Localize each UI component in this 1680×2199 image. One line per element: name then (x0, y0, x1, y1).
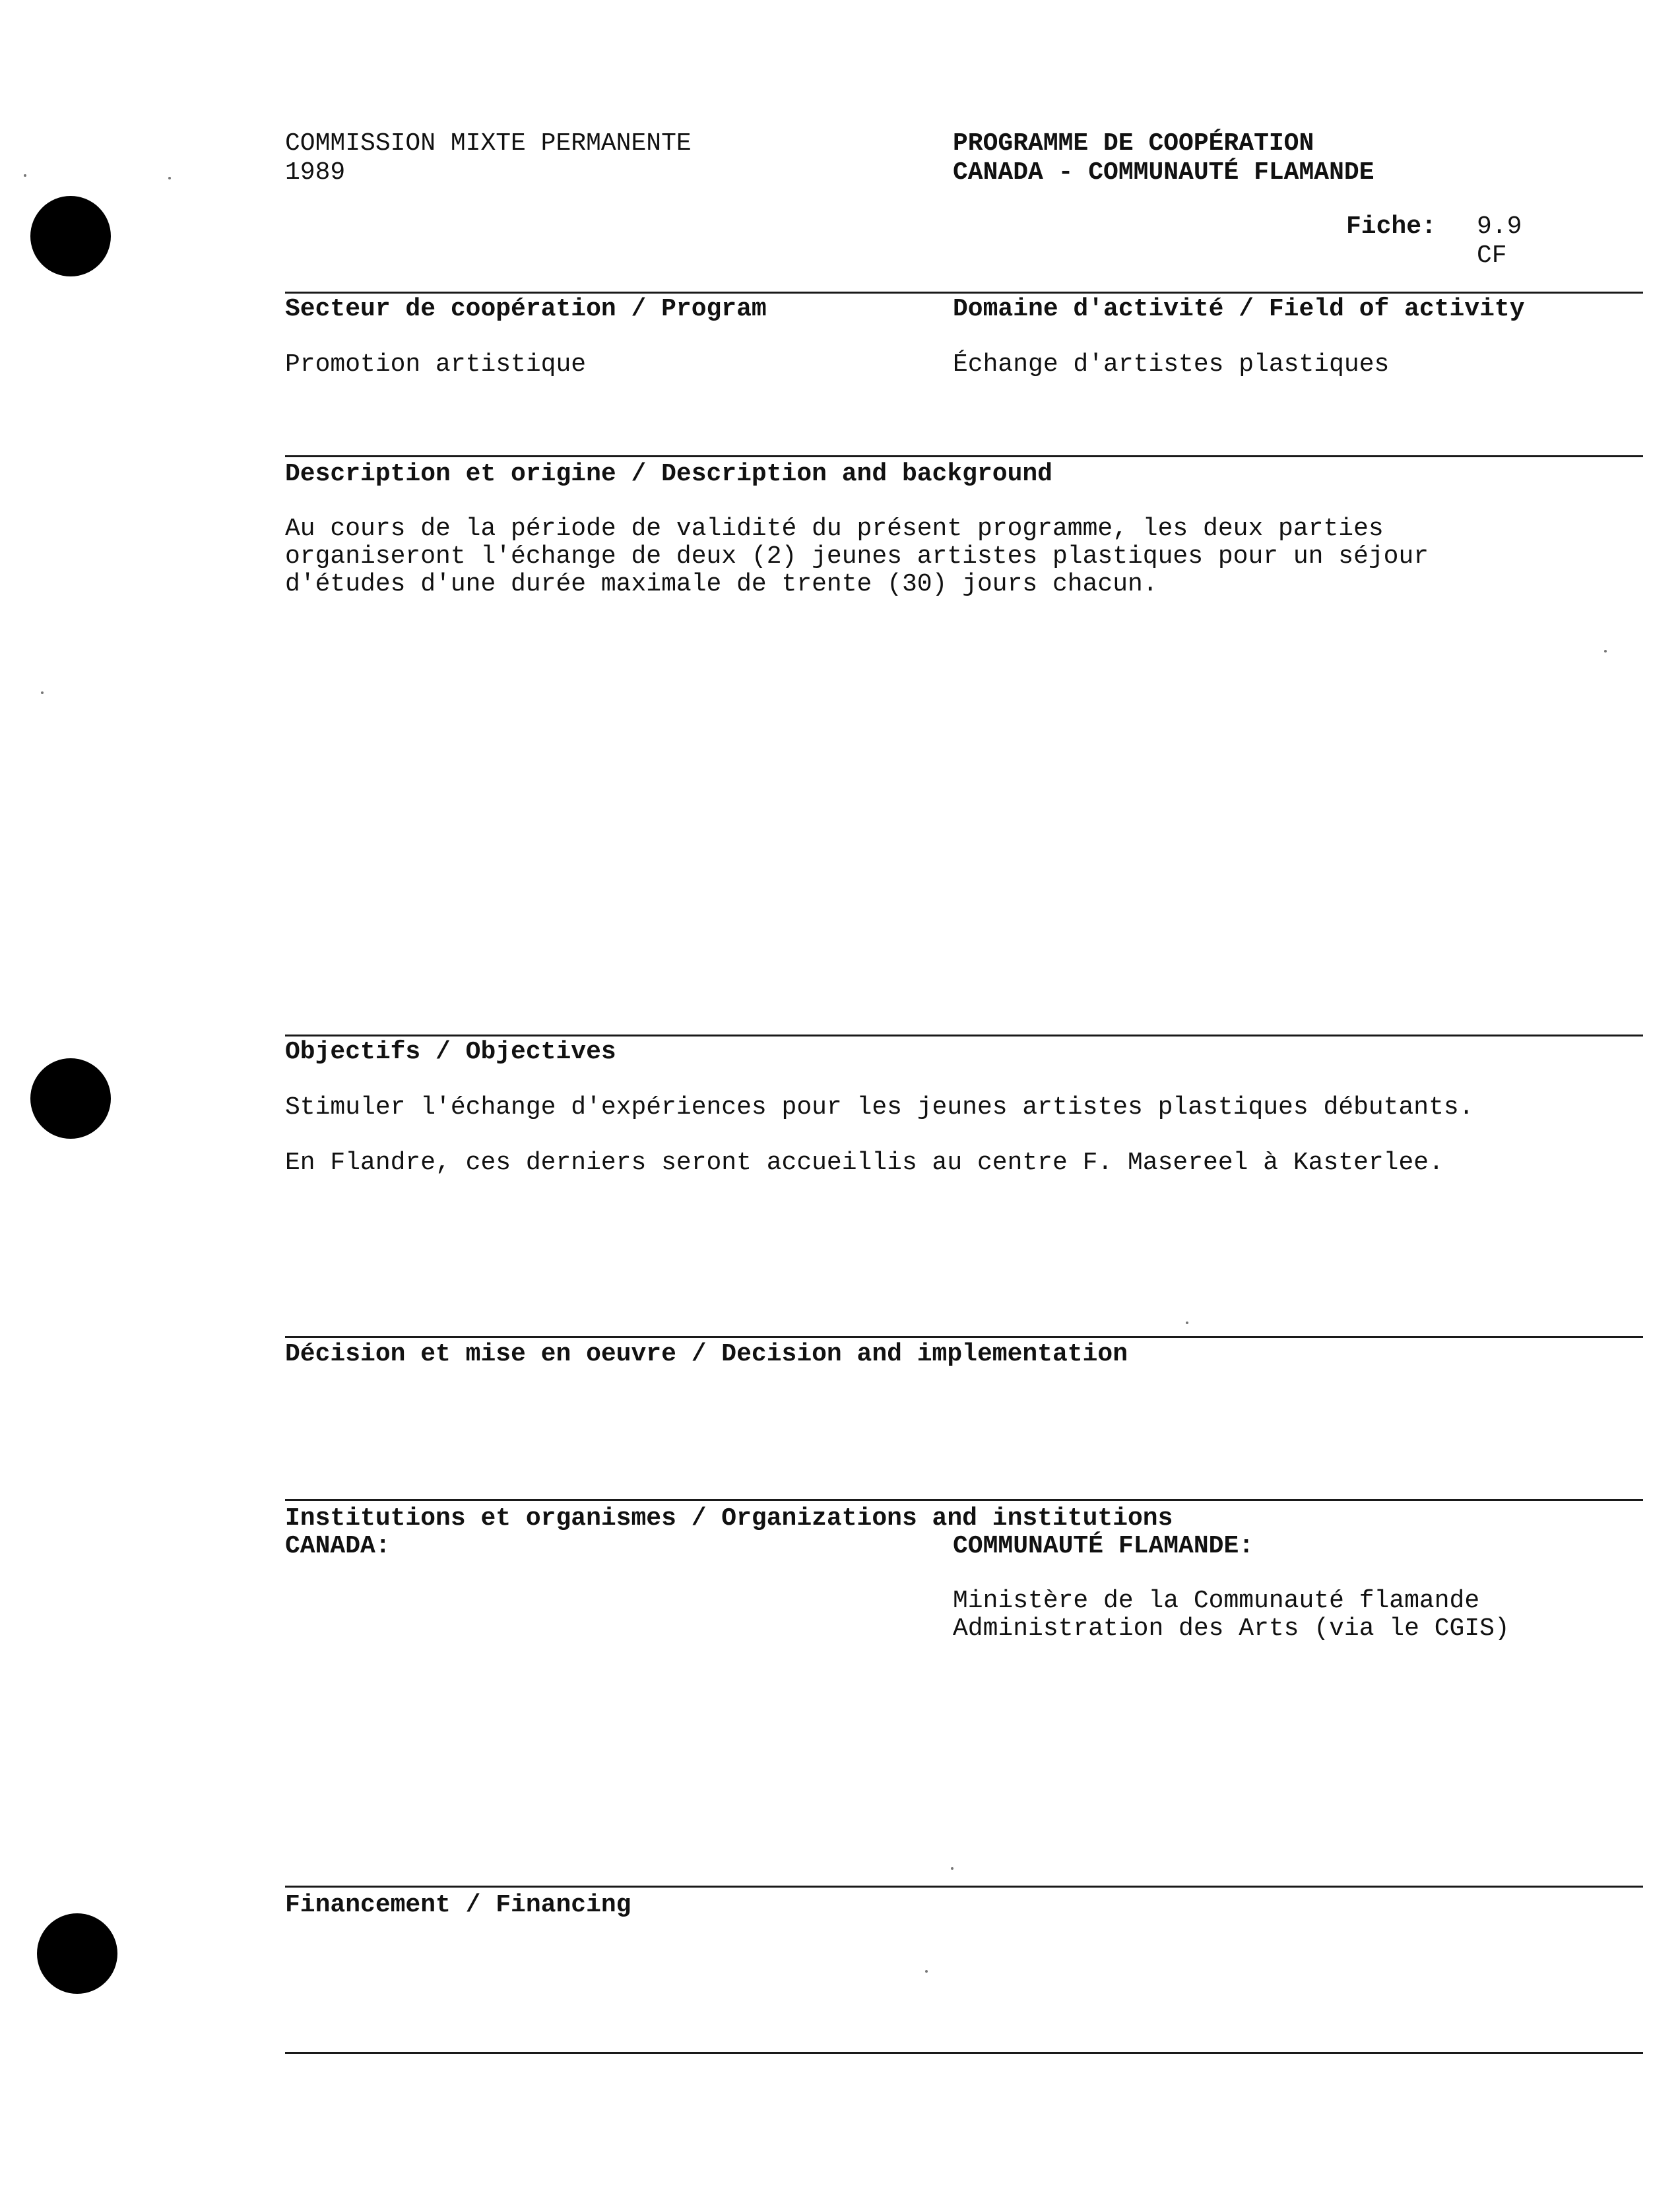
scan-speck (1186, 1322, 1188, 1324)
scan-speck (1604, 650, 1607, 653)
scan-speck (168, 177, 171, 179)
flemish-community-label: COMMUNAUTÉ FLAMANDE: (953, 1532, 1254, 1560)
field-heading: Domaine d'activité / Field of activity (953, 295, 1525, 323)
header-right-line1: PROGRAMME DE COOPÉRATION (953, 129, 1314, 158)
header-right-line2: CANADA - COMMUNAUTÉ FLAMANDE (953, 158, 1374, 187)
institutions-heading: Institutions et organismes / Organizations and institutions (285, 1504, 1173, 1533)
fiche-code: CF (1477, 241, 1507, 270)
punch-hole-bottom (37, 1913, 117, 1994)
scan-speck (925, 1970, 928, 1973)
scan-speck (951, 1867, 953, 1870)
punch-hole-top (30, 196, 111, 276)
punch-hole-middle (30, 1058, 111, 1139)
description-line: organiseront l'échange de deux (2) jeunes artistes plastiques pour un séjour (285, 542, 1429, 571)
scan-speck (24, 174, 26, 177)
description-heading: Description et origine / Description and background (285, 460, 1052, 488)
section-rule (285, 1499, 1643, 1501)
field-value: Échange d'artistes plastiques (953, 350, 1390, 379)
financing-heading: Financement / Financing (285, 1891, 631, 1919)
flemish-institution-line: Administration des Arts (via le CGIS) (953, 1614, 1510, 1643)
section-rule (285, 1336, 1643, 1338)
section-rule (285, 1035, 1643, 1036)
section-rule (285, 1886, 1643, 1888)
description-line: Au cours de la période de validité du présent programme, les deux parties (285, 515, 1384, 543)
sector-value: Promotion artistique (285, 350, 587, 379)
objectives-line: Stimuler l'échange d'expériences pour les jeunes artistes plastiques débutants. (285, 1093, 1474, 1122)
description-line: d'études d'une durée maximale de trente (30) jours chacun. (285, 570, 1158, 598)
fiche-number: 9.9 (1477, 212, 1522, 241)
flemish-institution-line: Ministère de la Communauté flamande (953, 1587, 1480, 1615)
decision-heading: Décision et mise en oeuvre / Decision and implementation (285, 1340, 1128, 1368)
section-rule (285, 292, 1643, 294)
sector-heading: Secteur de coopération / Program (285, 295, 767, 323)
header-left-line1: COMMISSION MIXTE PERMANENTE (285, 129, 692, 158)
section-rule (285, 2052, 1643, 2054)
scan-speck (41, 691, 44, 694)
canada-label: CANADA: (285, 1532, 391, 1560)
header-left-line2: 1989 (285, 158, 346, 187)
objectives-line: En Flandre, ces derniers seront accueillis au centre F. Masereel à Kasterlee. (285, 1149, 1444, 1177)
fiche-label: Fiche: (1346, 212, 1437, 241)
objectives-heading: Objectifs / Objectives (285, 1038, 616, 1066)
section-rule (285, 455, 1643, 457)
